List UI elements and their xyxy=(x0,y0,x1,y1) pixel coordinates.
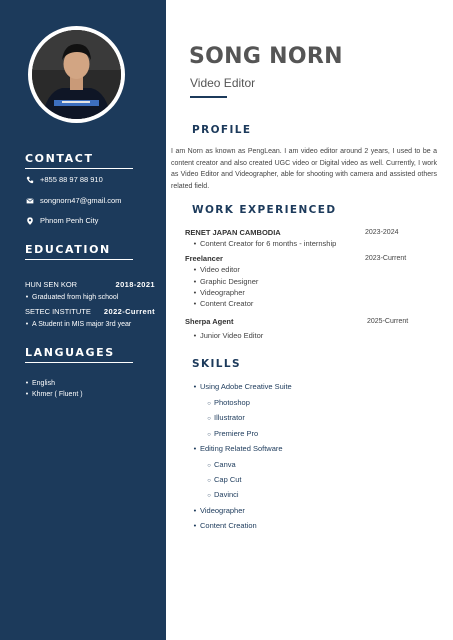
contact-phone xyxy=(25,175,103,184)
location-pin-icon xyxy=(25,216,34,225)
languages-divider xyxy=(25,362,133,363)
skill-group: • Editing Related Software xyxy=(190,444,283,453)
job-item: • Graphic Designer xyxy=(190,277,258,286)
email-text: songnorn47@gmail.com xyxy=(40,196,122,205)
education-school: HUN SEN KOR xyxy=(25,280,78,289)
skill-group: • Content Creation xyxy=(190,521,257,530)
job-item: • Content Creator xyxy=(190,299,253,308)
profile-summary: I am Norn as known as PengLean. I am video editor around 2 years, I used to be a content creator and also created UGC video or Digital video as well. Currently, I work as Video Editor and Videographer, able for shooting with camera and assisted others related field. xyxy=(171,148,437,190)
job-date: 2025-Current xyxy=(367,318,409,325)
phone-icon xyxy=(25,175,34,184)
location-text: Phnom Penh City xyxy=(40,216,99,225)
skill-item: ○ Premiere Pro xyxy=(204,429,258,438)
education-detail: • Graduated from high school xyxy=(22,294,118,301)
education-entry xyxy=(25,307,155,316)
profile-photo xyxy=(32,30,121,119)
education-entry xyxy=(25,280,155,289)
contact-divider xyxy=(25,168,133,169)
skill-item: ○ Illustrator xyxy=(204,413,245,422)
candidate-name: SONG NORN xyxy=(189,44,343,69)
language-item: • English xyxy=(22,380,55,387)
phone-text: +855 88 97 88 910 xyxy=(40,175,103,184)
work-heading: WORK EXPERIENCED xyxy=(192,204,337,216)
language-item: • Khmer ( Fluent ) xyxy=(22,391,83,398)
job-date: 2023-2024 xyxy=(365,229,399,236)
job-title: Freelancer xyxy=(185,254,223,263)
skill-item: ○ Canva xyxy=(204,460,236,469)
languages-heading: LANGUAGES xyxy=(25,346,115,359)
envelope-icon xyxy=(25,196,34,205)
education-years: 2022-Current xyxy=(103,307,155,316)
skill-item: ○ Photoshop xyxy=(204,398,250,407)
contact-location xyxy=(25,216,98,225)
contact-email xyxy=(25,196,121,205)
job-date: 2023-Current xyxy=(365,255,407,262)
skills-heading: SKILLS xyxy=(192,358,241,370)
job-item: • Content Creator for 6 months - internship xyxy=(190,239,336,248)
skill-item: ○ Cap Cut xyxy=(204,475,242,484)
job-item: • Videographer xyxy=(190,288,245,297)
job-title: RENET JAPAN CAMBODIA xyxy=(185,228,281,237)
education-school: SETEC INSTITUTE xyxy=(25,307,91,316)
job-title: Sherpa Agent xyxy=(185,317,234,326)
skill-group: • Videographer xyxy=(190,506,245,515)
profile-photo-frame xyxy=(28,26,125,123)
skill-group: • Using Adobe Creative Suite xyxy=(190,382,292,391)
education-years: 2018-2021 xyxy=(115,280,155,289)
education-divider xyxy=(25,259,133,260)
skill-item: ○ Davinci xyxy=(204,490,239,499)
candidate-role: Video Editor xyxy=(190,76,256,90)
job-item: • Junior Video Editor xyxy=(190,331,263,340)
profile-heading: PROFILE xyxy=(192,124,252,136)
education-detail: • A Student in MIS major 3rd year xyxy=(22,321,131,328)
education-heading: EDUCATION xyxy=(25,243,111,256)
sidebar xyxy=(0,0,166,640)
contact-heading: CONTACT xyxy=(25,152,94,165)
role-underline xyxy=(190,96,227,98)
job-item: • Video editor xyxy=(190,265,240,274)
